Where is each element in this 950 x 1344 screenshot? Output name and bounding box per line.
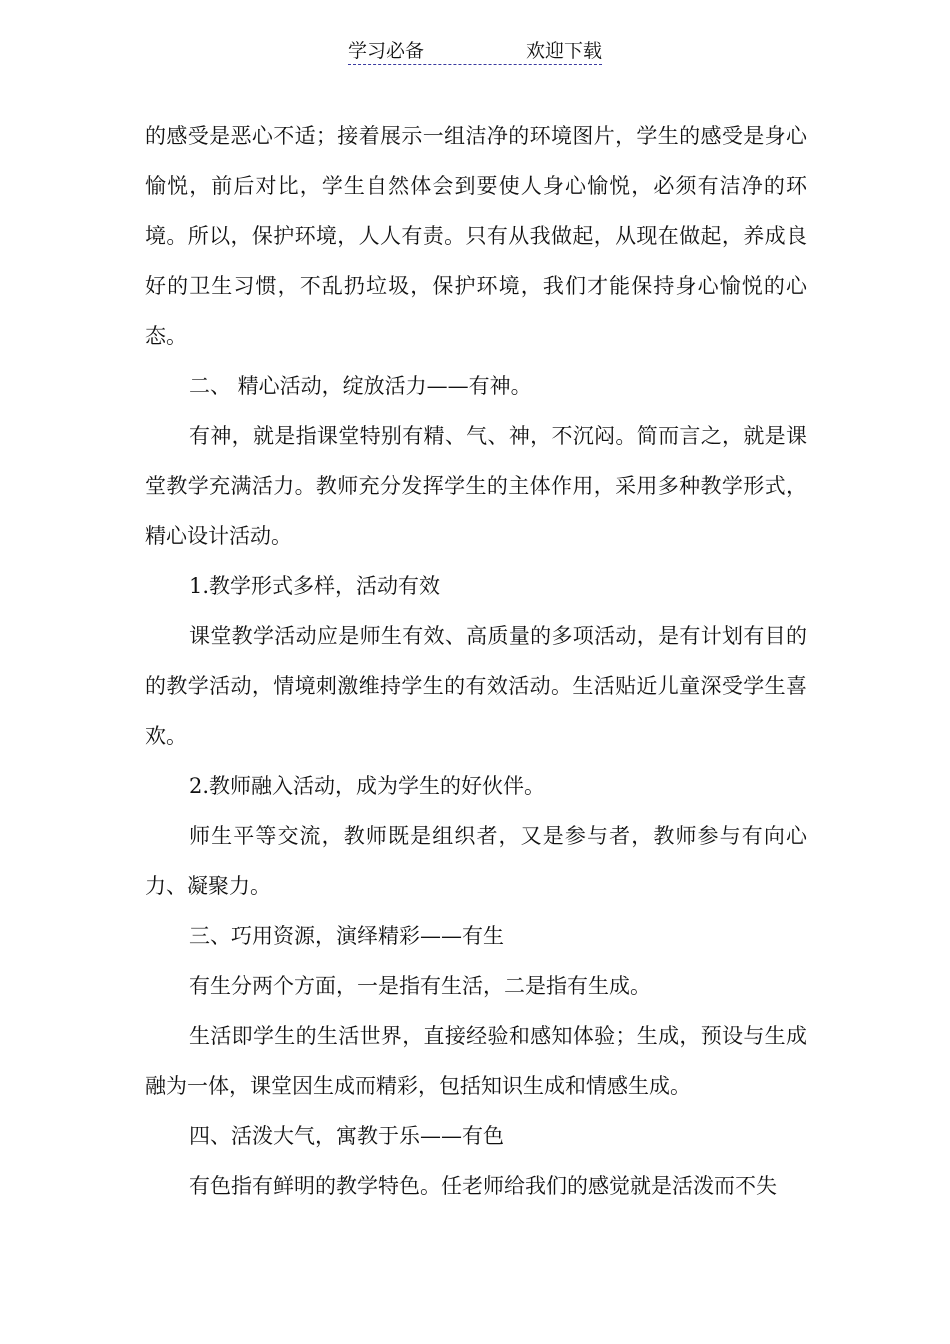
paragraph: 的感受是恶心不适；接着展示一组洁净的环境图片，学生的感受是身心愉悦，前后对比，学生自然体会到要使人身心愉悦，必须有洁净的环境。所以，保护环境，人人有责。只有从我做起，从现在做起，养成良好的卫生习惯，不乱扔垃圾，保护环境，我们才能保持身心愉悦的心态。 (145, 124, 807, 348)
document-body (145, 111, 807, 1211)
paragraph: 有生分两个方面，一是指有生活，二是指有生成。 (189, 974, 651, 998)
section-heading-2: 二、 精心活动，绽放活力——有神。 (189, 374, 532, 398)
subheading-1: 1.教学形式多样，活动有效 (189, 574, 441, 598)
section-heading-3: 三、巧用资源，演绎精彩——有生 (189, 924, 504, 948)
paragraph: 有色指有鲜明的教学特色。任老师给我们的感觉就是活泼而不失 (189, 1174, 777, 1198)
section-heading-4: 四、活泼大气，寓教于乐——有色 (189, 1124, 504, 1148)
paragraph: 有神，就是指课堂特别有精、气、神，不沉闷。简而言之，就是课堂教学充满活力。教师充分发挥学生的主体作用，采用多种教学形式，精心设计活动。 (145, 424, 807, 548)
paragraph: 生活即学生的生活世界，直接经验和感知体验；生成，预设与生成融为一体，课堂因生成而精彩，包括知识生成和情感生成。 (145, 1024, 807, 1098)
header-left-text: 学习必备 (348, 40, 425, 62)
header-right-text: 欢迎下载 (525, 40, 602, 62)
page-header (348, 38, 602, 65)
subheading-2: 2.教师融入活动，成为学生的好伙伴。 (189, 774, 546, 798)
paragraph: 课堂教学活动应是师生有效、高质量的多项活动，是有计划有目的的教学活动，情境刺激维持学生的有效活动。生活贴近儿童深受学生喜欢。 (145, 624, 807, 748)
paragraph: 师生平等交流，教师既是组织者，又是参与者，教师参与有向心力、凝聚力。 (145, 824, 807, 898)
